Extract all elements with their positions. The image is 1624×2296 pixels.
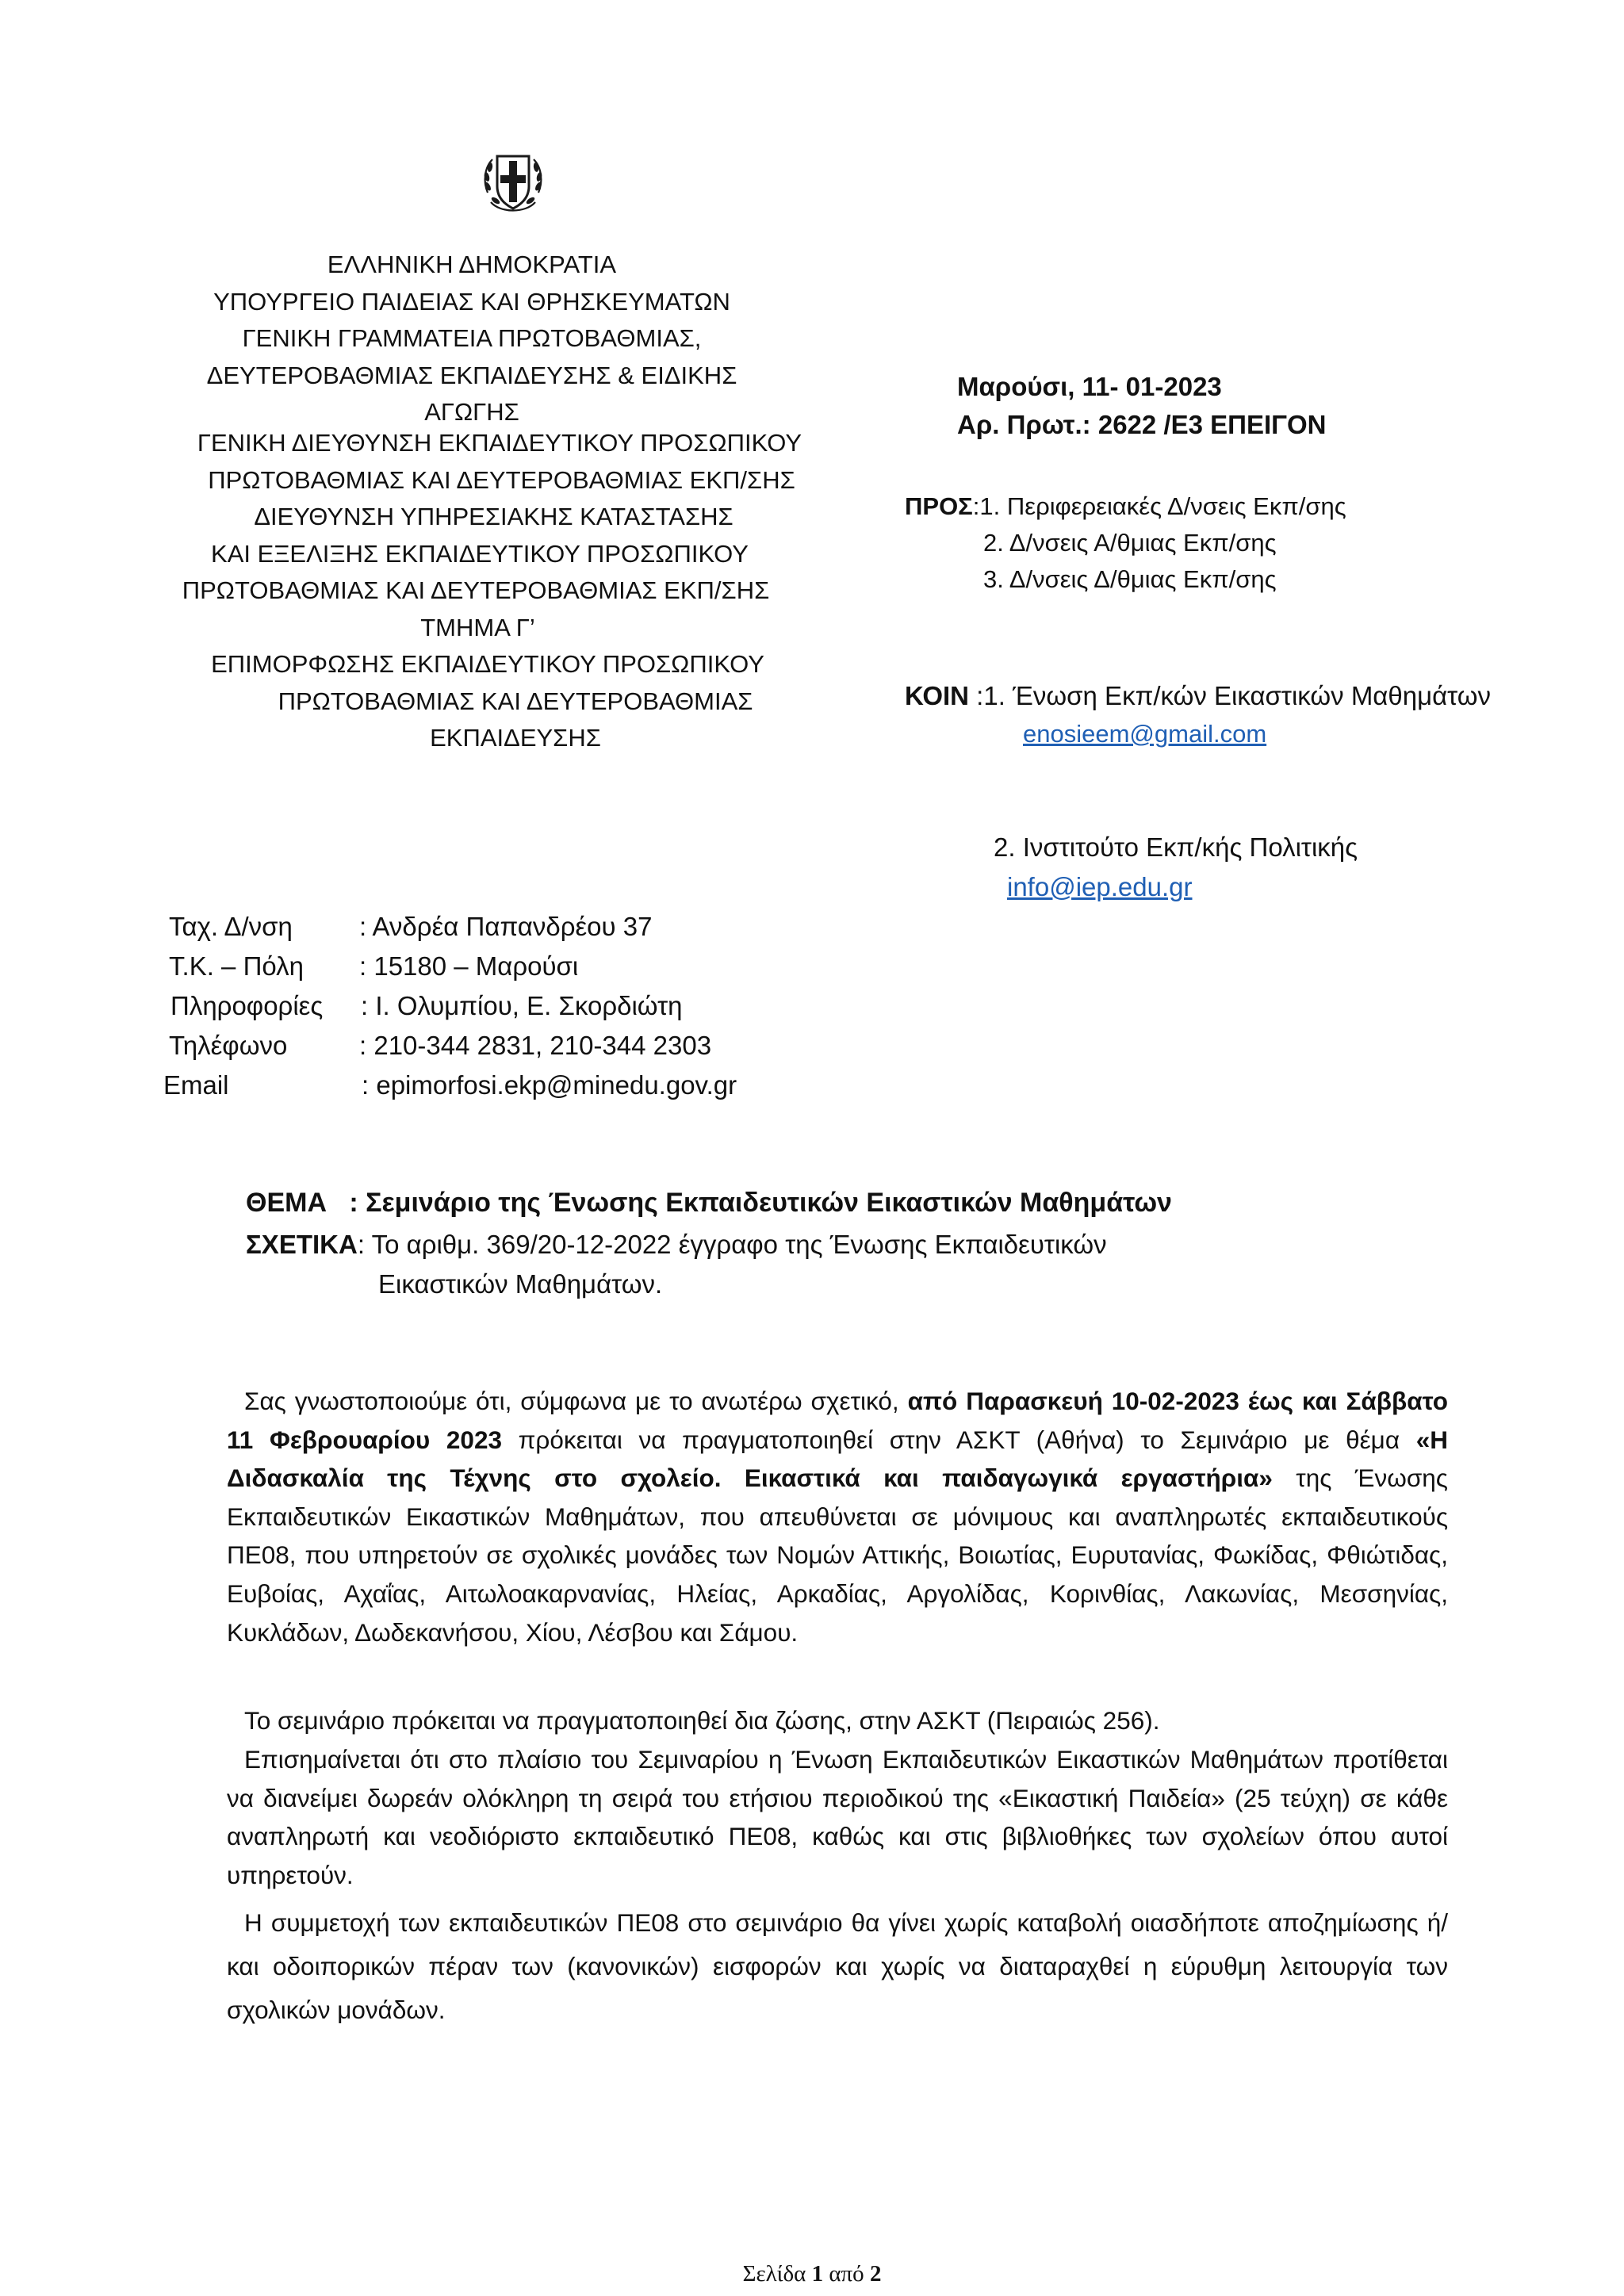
cc-line	[905, 677, 1491, 714]
header-line: ΕΛΛΗΝΙΚΗ ΔΗΜΟΚΡΑΤΙΑ	[327, 251, 617, 278]
directorate-line: ΕΠΙΜΟΡΦΩΣΗΣ ΕΚΠΑΙΔΕΥΤΙΚΟΥ ΠΡΟΣΩΠΙΚΟΥ	[211, 650, 764, 678]
cc-email-link[interactable]: info@iep.edu.gr	[1007, 872, 1193, 901]
to-item: 3. Δ/νσεις Δ/θμιας Εκπ/σης	[983, 565, 1277, 593]
cc-item: :1. Ένωση Εκπ/κών Εικαστικών Μαθημάτων	[969, 681, 1492, 710]
subject-line	[246, 1184, 1172, 1222]
directorate-line: ΠΡΩΤΟΒΑΘΜΙΑΣ ΚΑΙ ΔΕΥΤΕΡΟΒΑΘΜΙΑΣ ΕΚΠ/ΣΗΣ	[182, 576, 770, 604]
body-paragraph: Η συμμετοχή των εκπαιδευτικών ΠΕ08 στο σεμινάριο θα γίνει χωρίς καταβολή οιασδήποτε αποζημίωσης ή/και οδοιπορικών πέραν των (κανονικών) εισφορών και χωρίς να διαταραχθεί η εύρυθμη λειτουργία των σχολικών μονάδων.	[227, 1908, 1448, 2024]
directorate-line: ΤΜΗΜΑ Γ’	[420, 613, 535, 641]
greek-emblem-icon	[480, 145, 546, 218]
related-text: Εικαστικών Μαθημάτων.	[378, 1269, 663, 1299]
contact-value: : Ανδρέα Παπανδρέου 37	[359, 912, 653, 941]
body-paragraph: Επισημαίνεται ότι στο πλαίσιο του Σεμιναρίου η Ένωση Εκπαιδευτικών Εικαστικών Μαθημάτων προτίθεται να διανείμει δωρεάν ολόκληρη τη σειρά του ετήσιου περιοδικού της «Εικαστική Παιδεία» (25 τεύχη) σε κάθε αναπληρωτή και νεοδιόριστο εκπαιδευτικό ΠΕ08, καθώς και στις βιβλιοθήκες των σχολείων όπου αυτοί υπηρετούν.	[227, 1745, 1448, 1889]
contact-label: Πληροφορίες	[170, 991, 324, 1020]
seminar-title: «Η Διδασκαλία της Τέχνης στο σχολείο. Εικαστικά και παιδαγωγικά εργαστήρια»	[227, 1425, 1448, 1493]
related-line	[246, 1226, 1107, 1263]
page-footer	[0, 2261, 1624, 2287]
footer-prefix: Σελίδα	[742, 2261, 812, 2286]
to-line	[905, 488, 1346, 525]
contact-label: Τηλέφωνο	[169, 1031, 288, 1060]
subject-text: : Σεμινάριο της Ένωσης Εκπαιδευτικών Εικαστικών Μαθημάτων	[327, 1188, 1172, 1218]
document-date: Μαρούσι, 11- 01-2023	[957, 372, 1222, 401]
header-line: ΥΠΟΥΡΓΕΙΟ ΠΑΙΔΕΙΑΣ ΚΑΙ ΘΡΗΣΚΕΥΜΑΤΩΝ	[213, 287, 730, 316]
contact-label: Email	[163, 1070, 229, 1100]
to-label: ΠΡΟΣ	[905, 492, 973, 520]
directorate-header	[182, 425, 841, 757]
directorate-line: ΠΡΩΤΟΒΑΘΜΙΑΣ ΚΑΙ ΔΕΥΤΕΡΟΒΑΘΜΙΑΣ ΕΚΠΑΙΔΕΥΣΗΣ	[278, 687, 753, 752]
contact-value: : epimorfosi.ekp@minedu.gov.gr	[362, 1070, 737, 1100]
contact-label: Ταχ. Δ/νση	[169, 912, 293, 941]
contact-value: : 210-344 2831, 210-344 2303	[359, 1031, 712, 1060]
related-text: : Το αριθμ. 369/20-12-2022 έγγραφο της Ένωσης Εκπαιδευτικών	[357, 1230, 1107, 1259]
directorate-line: ΔΙΕΥΘΥΝΣΗ ΥΠΗΡΕΣΙΑΚΗΣ ΚΑΤΑΣΤΑΣΗΣ	[254, 503, 733, 530]
to-item: 2. Δ/νσεις Α/θμιας Εκπ/σης	[983, 529, 1277, 557]
contact-value: : Ι. Ολυμπίου, Ε. Σκορδιώτη	[361, 991, 683, 1020]
body-paragraph	[227, 1382, 1448, 1651]
contact-label: Τ.Κ. – Πόλη	[169, 951, 304, 981]
body-text: Σας γνωστοποιούμε ότι, σύμφωνα με το ανωτέρω σχετικό,	[244, 1387, 908, 1415]
cc-email-link[interactable]: enosieem@gmail.com	[1023, 720, 1267, 748]
contact-value: : 15180 – Μαρούσι	[359, 951, 579, 981]
body-date-range: από Παρασκευή 10-02-2023 έως και Σάββατο 11 Φεβρουαρίου 2023	[227, 1387, 1448, 1454]
cc-label: ΚΟΙΝ	[905, 681, 969, 710]
header-line: ΔΕΥΤΕΡΟΒΑΘΜΙΑΣ ΕΚΠΑΙΔΕΥΣΗΣ & ΕΙΔΙΚΗΣ ΑΓΩΓΗΣ	[206, 361, 737, 426]
subject-label: ΘΕΜΑ	[246, 1188, 327, 1218]
header-line: ΓΕΝΙΚΗ ΓΡΑΜΜΑΤΕΙΑ ΠΡΩΤΟΒΑΘΜΙΑΣ,	[242, 324, 702, 352]
body-text: πρόκειται να πραγματοποιηθεί στην ΑΣΚΤ (Αθήνα) το Σεμινάριο με θέμα	[502, 1425, 1416, 1454]
body-paragraph: Το σεμινάριο πρόκειται να πραγματοποιηθεί δια ζώσης, στην ΑΣΚΤ (Πειραιώς 256).	[244, 1706, 1160, 1735]
footer-middle: από	[823, 2261, 870, 2286]
directorate-line: ΚΑΙ ΕΞΕΛΙΞΗΣ ΕΚΠΑΙΔΕΥΤΙΚΟΥ ΠΡΟΣΩΠΙΚΟΥ	[211, 539, 749, 568]
footer-page: 1	[811, 2261, 824, 2286]
ministry-header	[198, 247, 745, 431]
cc-item: 2. Ινστιτούτο Εκπ/κής Πολιτικής	[994, 832, 1358, 862]
protocol-number: Αρ. Πρωτ.: 2622 /Ε3 ΕΠΕΙΓΟΝ	[957, 410, 1327, 439]
footer-total: 2	[869, 2261, 882, 2286]
directorate-line: ΓΕΝΙΚΗ ΔΙΕΥΘΥΝΣΗ ΕΚΠΑΙΔΕΥΤΙΚΟΥ ΠΡΟΣΩΠΙΚΟΥ	[197, 429, 802, 457]
related-label: ΣΧΕΤΙΚΑ	[246, 1230, 358, 1259]
directorate-line: ΠΡΩΤΟΒΑΘΜΙΑΣ ΚΑΙ ΔΕΥΤΕΡΟΒΑΘΜΙΑΣ ΕΚΠ/ΣΗΣ	[208, 465, 795, 494]
body-text: της Ένωσης Εκπαιδευτικών Εικαστικών Μαθημάτων, που απευθύνεται σε μόνιμους και αναπληρωτές εκπαιδευτικούς ΠΕ08, που υπηρετούν σε σχολικές μονάδες των Νομών Αττικής, Βοιωτίας, Ευρυτανίας, Φωκίδας, Φθιώτιδας, Ευβοίας, Αχαΐας, Αιτωλοακαρνανίας, Ηλείας, Αρκαδίας, Αργολίδας, Κορινθίας, Λακωνίας, Μεσσηνίας, Κυκλάδων, Δωδεκανήσου, Χίου, Λέσβου και Σάμου.	[227, 1464, 1448, 1647]
to-item: :1. Περιφερειακές Δ/νσεις Εκπ/σης	[972, 492, 1346, 520]
